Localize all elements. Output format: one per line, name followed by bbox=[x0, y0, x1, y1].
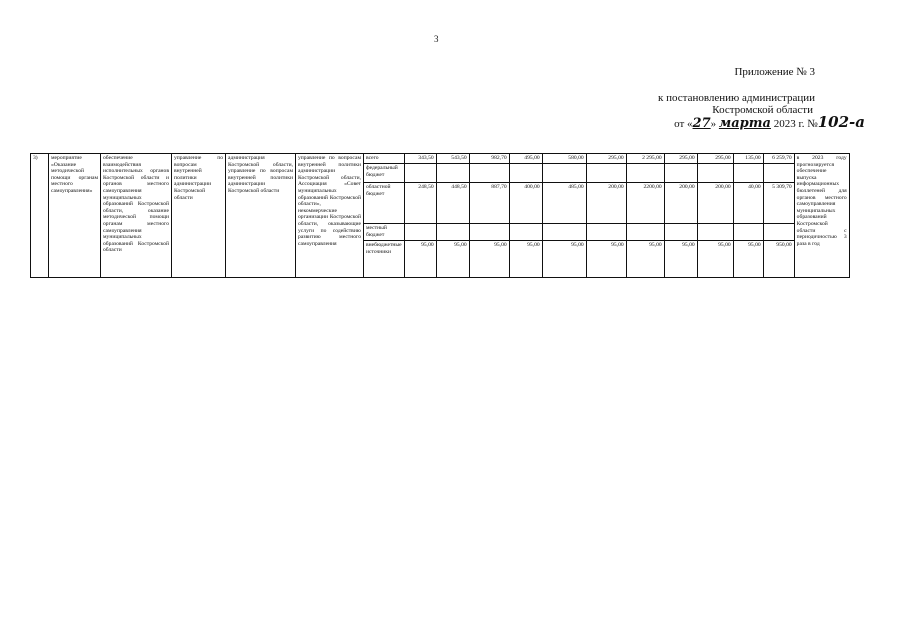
value-cell: 887,70 bbox=[469, 183, 509, 224]
content-cell: обеспечение взаимодействия исполнительных органов Костромской области и органов местного самоуправления муниципальных образований Костромской области, оказание методической помощи органам местного самоуправления муниципальных образований Костромской области bbox=[101, 154, 172, 278]
value-cell: 950,00 bbox=[763, 241, 794, 278]
value-cell: 400,00 bbox=[509, 183, 542, 224]
value-cell bbox=[436, 224, 469, 241]
value-cell bbox=[586, 164, 626, 183]
value-cell: 5 309,70 bbox=[763, 183, 794, 224]
value-cell: 95,00 bbox=[542, 241, 586, 278]
order-mid: » bbox=[710, 118, 719, 130]
value-cell: 95,00 bbox=[664, 241, 697, 278]
value-cell: 2200,00 bbox=[626, 183, 664, 224]
executor-cell: управление по вопросам внутренней политики администрации Костромской области bbox=[172, 154, 226, 278]
value-cell bbox=[763, 224, 794, 241]
value-cell bbox=[586, 224, 626, 241]
value-cell bbox=[763, 164, 794, 183]
value-cell bbox=[404, 224, 436, 241]
order-month: марта bbox=[718, 116, 771, 131]
value-cell: 95,00 bbox=[586, 241, 626, 278]
order-year: 2023 г. № bbox=[770, 118, 818, 130]
value-cell: 40,00 bbox=[733, 183, 763, 224]
program-table bbox=[30, 153, 850, 278]
value-cell: 6 259,70 bbox=[763, 154, 794, 164]
value-cell: 982,70 bbox=[469, 154, 509, 164]
value-cell: 580,00 bbox=[542, 154, 586, 164]
value-cell bbox=[626, 224, 664, 241]
value-cell bbox=[664, 224, 697, 241]
header-line-1: к постановлению администрации bbox=[658, 92, 815, 104]
source-cell: федеральный бюджет bbox=[364, 164, 405, 183]
value-cell bbox=[733, 164, 763, 183]
value-cell bbox=[469, 164, 509, 183]
value-cell: 295,00 bbox=[586, 154, 626, 164]
value-cell: 95,00 bbox=[509, 241, 542, 278]
value-cell: 295,00 bbox=[664, 154, 697, 164]
source-cell: всего bbox=[364, 154, 405, 164]
source-cell: местный бюджет bbox=[364, 224, 405, 241]
header-line-2: Костромской области bbox=[712, 104, 813, 116]
value-cell bbox=[733, 224, 763, 241]
source-cell: областной бюджет bbox=[364, 183, 405, 224]
value-cell: 200,00 bbox=[697, 183, 733, 224]
result-cell: в 2023 году прогнозируется обеспечение выпуска информационных бюллетеней для органов местного самоуправления муниципальных образований Костромской области с периодичностью 3 раза в год bbox=[794, 154, 849, 278]
appendix-title: Приложение № 3 bbox=[734, 66, 815, 78]
coexecutor-cell: администрация Костромской области, управление по вопросам внутренней политики администрации Костромской области bbox=[226, 154, 296, 278]
order-number: 102-а bbox=[817, 113, 865, 131]
value-cell: 95,00 bbox=[697, 241, 733, 278]
value-cell bbox=[469, 224, 509, 241]
value-cell: 485,00 bbox=[542, 183, 586, 224]
value-cell: 448,50 bbox=[436, 183, 469, 224]
value-cell bbox=[509, 164, 542, 183]
value-cell: 95,00 bbox=[436, 241, 469, 278]
value-cell bbox=[542, 164, 586, 183]
value-cell: 495,00 bbox=[509, 154, 542, 164]
value-cell bbox=[404, 164, 436, 183]
value-cell: 135,00 bbox=[733, 154, 763, 164]
value-cell bbox=[542, 224, 586, 241]
value-cell: 95,00 bbox=[733, 241, 763, 278]
order-line bbox=[674, 113, 865, 131]
value-cell bbox=[697, 224, 733, 241]
event-cell: мероприятие «Оказание методической помощи органам местного самоуправления» bbox=[49, 154, 101, 278]
value-cell: 95,00 bbox=[404, 241, 436, 278]
order-day: 27 bbox=[692, 116, 711, 131]
value-cell: 295,00 bbox=[697, 154, 733, 164]
order-prefix: от « bbox=[674, 118, 693, 130]
value-cell: 200,00 bbox=[664, 183, 697, 224]
value-cell bbox=[664, 164, 697, 183]
value-cell bbox=[626, 164, 664, 183]
value-cell bbox=[697, 164, 733, 183]
value-cell: 248,50 bbox=[404, 183, 436, 224]
value-cell: 543,50 bbox=[436, 154, 469, 164]
value-cell: 200,00 bbox=[586, 183, 626, 224]
value-cell: 343,50 bbox=[404, 154, 436, 164]
value-cell bbox=[509, 224, 542, 241]
source-cell: внебюджетные источники bbox=[364, 241, 405, 278]
value-cell: 2 295,00 bbox=[626, 154, 664, 164]
value-cell: 95,00 bbox=[626, 241, 664, 278]
row-number: 3) bbox=[31, 154, 49, 278]
participants-cell: управление по вопросам внутренней политики администрации Костромской области, Ассоциация «Совет муниципальных образований Костромской области», некоммерческие организации Костромской области, оказывающие услуги по содействию развитию местного самоуправления bbox=[296, 154, 364, 278]
value-cell: 95,00 bbox=[469, 241, 509, 278]
table-row bbox=[31, 154, 850, 164]
value-cell bbox=[436, 164, 469, 183]
page-number: 3 bbox=[434, 34, 439, 44]
